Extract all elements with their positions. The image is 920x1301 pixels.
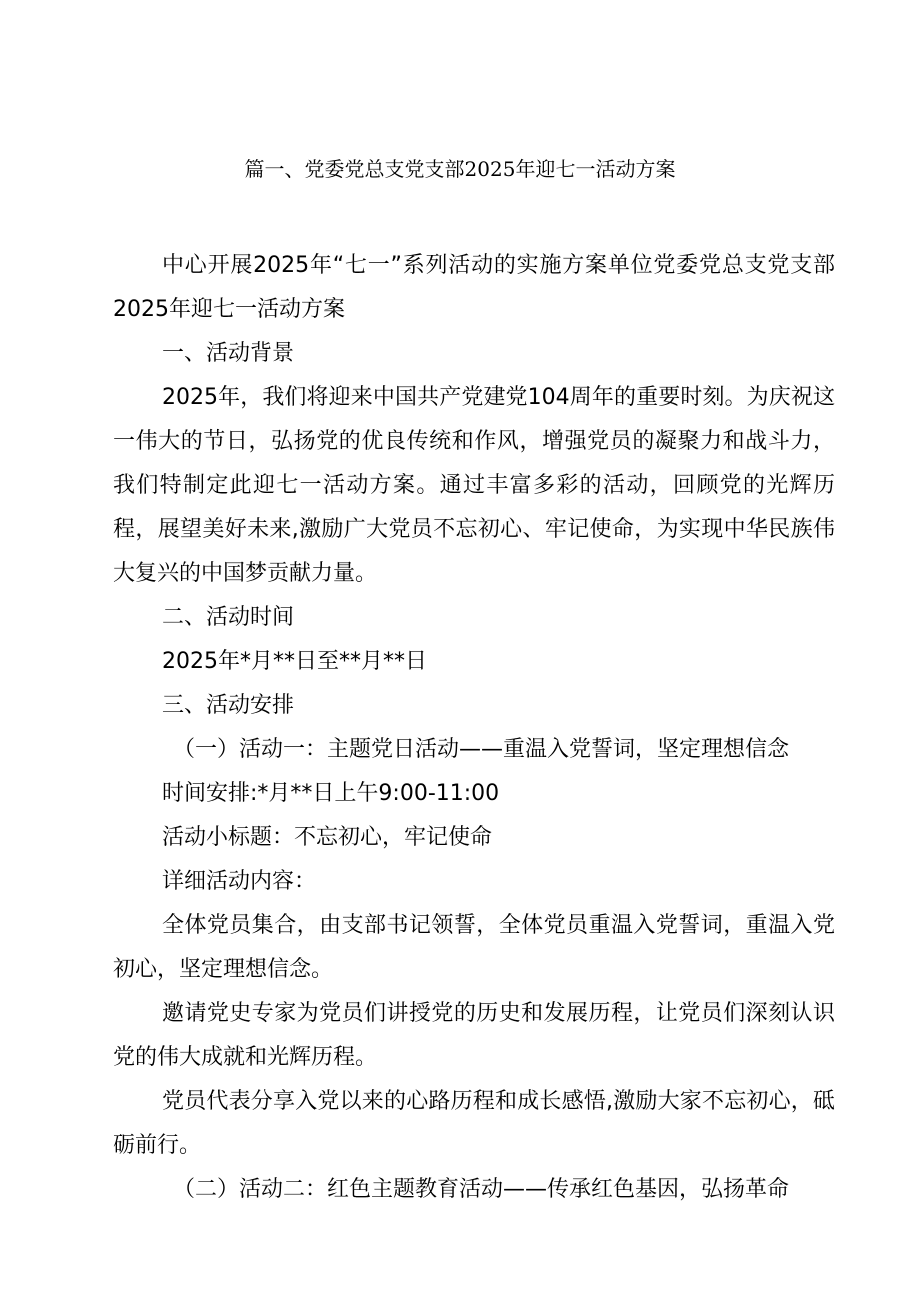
document-body — [113, 244, 835, 1212]
paragraph-subtitle: 活动小标题：不忘初心，牢记使命 — [162, 825, 493, 850]
paragraph-time: 2025年*月**日至**月**日 — [162, 649, 427, 674]
paragraph-intro: 中心开展2025年“七一”系列活动的实施方案单位党委党总支党支部2025年迎七一活动方案 — [113, 253, 835, 322]
paragraph-content-label: 详细活动内容： — [162, 869, 317, 894]
paragraph-schedule: 时间安排:*月**日上午9:00-11:00 — [162, 781, 500, 806]
paragraph-lecture: 邀请党史专家为党员们讲授党的历史和发展历程，让党员们深刻认识党的伟大成就和光辉历程。 — [113, 1001, 835, 1070]
paragraph-background: 2025年，我们将迎来中国共产党建党104周年的重要时刻。为庆祝这一伟大的节日，弘扬党的优良传统和作风，增强党员的凝聚力和战斗力，我们特制定此迎七一活动方案。通过丰富多彩的活动，回顾党的光辉历程，展望美好未来,激励广大党员不忘初心、牢记使命，为实现中华民族伟大复兴的中国梦贡献力量。 — [113, 385, 835, 586]
heading-activity-one: （一）活动一：主题党日活动——重温入党誓词，坚定理想信念 — [173, 737, 790, 762]
heading-arrangement: 三、活动安排 — [162, 693, 295, 718]
heading-activity-two: （二）活动二：红色主题教育活动——传承红色基因，弘扬革命 — [173, 1177, 790, 1202]
document-title: 篇一、党委党总支党支部2025年迎七一活动方案 — [244, 157, 676, 181]
paragraph-sharing: 党员代表分享入党以来的心路历程和成长感悟,激励大家不忘初心，砥砺前行。 — [113, 1089, 835, 1158]
heading-time: 二、活动时间 — [162, 605, 295, 630]
paragraph-oath: 全体党员集合，由支部书记领誓，全体党员重温入党誓词，重温入党初心，坚定理想信念。 — [113, 913, 835, 982]
heading-background: 一、活动背景 — [162, 341, 295, 366]
